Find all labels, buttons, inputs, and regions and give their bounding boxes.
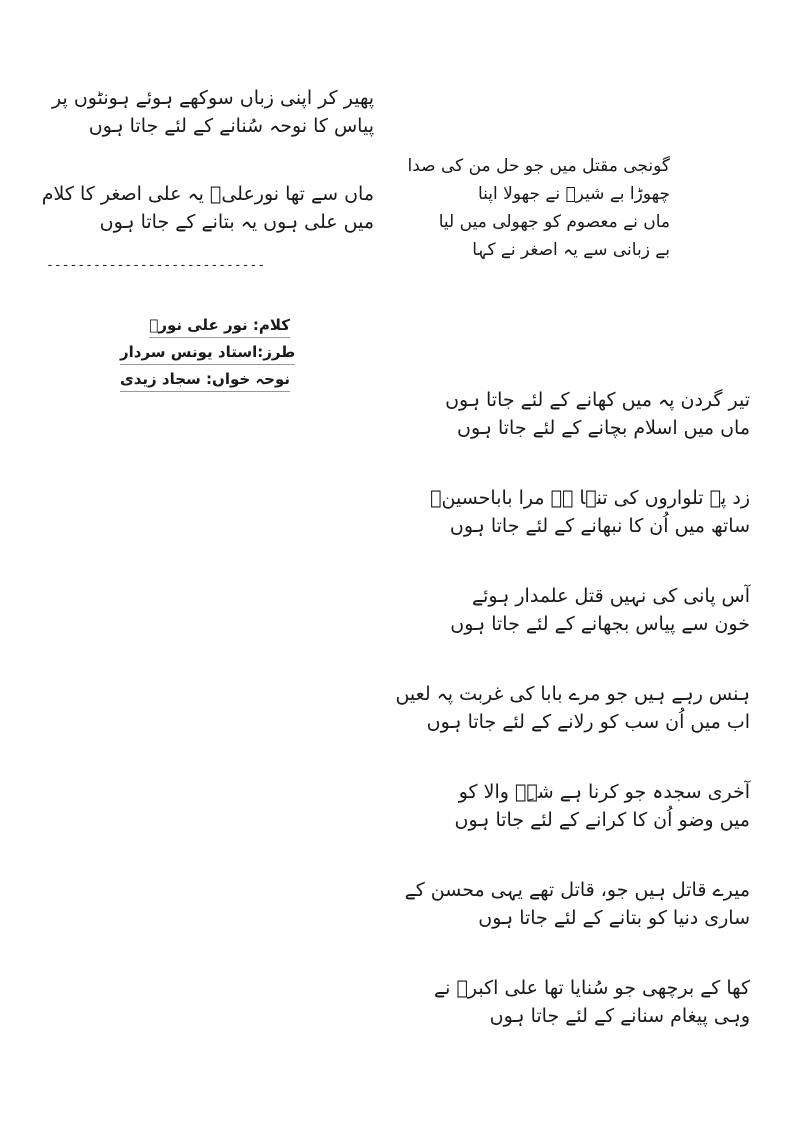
reciter-credit: نوحہ خواں: سجاد زیدی	[120, 370, 290, 392]
verse-line: میں علی ہوں یہ بتانے کے جاتا ہوں	[99, 211, 374, 233]
main-stanzas	[395, 386, 750, 1072]
stanza-line: میرے قاتل ہیں جو، قاتل تھے یہی محسن کے	[404, 879, 750, 901]
intro-line: گونجی مقتل میں جو حل من کی صدا	[407, 156, 670, 176]
stanza-line: آس پانی کی نہیں قتل علمدار ہوئے	[471, 585, 750, 607]
stanza-line: زد پہ تلواروں کی تنہا ہے مرا باباحسینؑ	[430, 487, 750, 509]
verse-line: پیاس کا نوحہ سُنانے کے لئے جاتا ہوں	[88, 115, 374, 137]
stanza-line: اب میں اُن سب کو رلانے کے لئے جاتا ہوں	[426, 711, 750, 733]
intro-line: بے زبانی سے یہ اصغر نے کہا	[472, 240, 670, 260]
stanza-line: خون سے پیاس بجھانے کے لئے جاتا ہوں	[450, 613, 750, 635]
verse-line: پھیر کر اپنی زباں سوکھے ہوئے ہونٹوں پر	[52, 87, 374, 109]
verse-line: ماں سے تھا نورعلیؔ یہ علی اصغر کا کلام	[41, 183, 374, 205]
stanza-line: وہی پیغام سنانے کے لئے جاتا ہوں	[489, 1005, 750, 1027]
stanza	[410, 386, 750, 484]
stanza	[410, 974, 750, 1072]
dashed-divider: ----------------------------	[46, 258, 266, 273]
stanza	[410, 582, 750, 680]
intro-line: ماں نے معصوم کو جھولی میں لیا	[438, 212, 670, 232]
stanza	[410, 484, 750, 582]
stanza-line: ماں میں اسلام بچانے کے لئے جاتا ہوں	[457, 417, 750, 439]
stanza	[395, 680, 750, 778]
stanza-line: ساری دنیا کو بتانے کے لئے جاتا ہوں	[478, 907, 750, 929]
intro-line: چھوڑا بے شیرؑ نے جھولا اپنا	[477, 184, 670, 204]
poet-credit: کلام: نور علی نورؔ	[149, 316, 290, 338]
opening-verse-block	[41, 84, 374, 236]
stanza-line: میں وضو اُن کا کرانے کے لئے جاتا ہوں	[454, 809, 750, 831]
tune-credit: طرز:استاد یونس سردار	[120, 343, 295, 365]
stanza	[404, 876, 750, 974]
credits-block	[120, 316, 296, 397]
stanza-line: تیر گردن پہ میں کھانے کے لئے جاتا ہوں	[445, 389, 750, 411]
intro-verse-block	[407, 152, 670, 264]
stanza-line: آخری سجدہ جو کرنا ہے شہِؑ والا کو	[458, 781, 750, 803]
stanza	[410, 778, 750, 876]
stanza-line: ساتھ میں اُن کا نبھانے کے لئے جاتا ہوں	[449, 515, 750, 537]
stanza-line: ہنس رہے ہیں جو مرے بابا کی غربت پہ لعیں	[395, 683, 750, 705]
stanza-line: کھا کے برچھی جو سُنایا تھا علی اکبرؑ نے	[434, 977, 750, 999]
